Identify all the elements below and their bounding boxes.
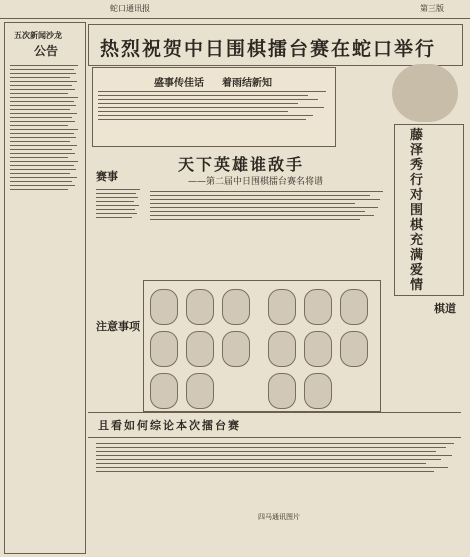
notice-big-title: 公告 bbox=[34, 44, 59, 58]
portrait-face bbox=[268, 289, 296, 325]
portrait-face bbox=[304, 289, 332, 325]
portrait-face bbox=[340, 289, 368, 325]
news-title-1: 盛事传佳话 bbox=[154, 78, 204, 89]
right-title: 藤泽秀行对围棋充满爱情 bbox=[410, 128, 424, 293]
portrait-face bbox=[304, 331, 332, 367]
saishi-text bbox=[96, 186, 141, 221]
right-title-box bbox=[394, 124, 464, 296]
portrait-illustration bbox=[392, 64, 458, 122]
feature-subhead: ——第二届中日围棋擂台赛名将谱 bbox=[188, 177, 324, 187]
notice-small-title: 五次新闻沙龙 bbox=[14, 30, 62, 40]
portrait-face bbox=[340, 331, 368, 367]
left-column-text bbox=[10, 62, 80, 193]
portrait-face bbox=[186, 289, 214, 325]
portrait-grid bbox=[143, 280, 381, 412]
page-header bbox=[0, 0, 470, 19]
portrait-face bbox=[186, 373, 214, 409]
portrait-face bbox=[150, 373, 178, 409]
portrait-face bbox=[150, 289, 178, 325]
newspaper-name: 蛇口通讯报 bbox=[110, 4, 150, 13]
page-number: 第三版 bbox=[420, 4, 444, 13]
portrait-face bbox=[150, 331, 178, 367]
portrait-face bbox=[222, 289, 250, 325]
portrait-face bbox=[186, 331, 214, 367]
zhuyi-heading: 注意事项 bbox=[96, 320, 140, 333]
portrait-face bbox=[304, 373, 332, 409]
right-section-title: 棋道 bbox=[434, 302, 456, 315]
portrait-face bbox=[268, 331, 296, 367]
bottom-title: 且看如何综论本次擂台赛 bbox=[98, 419, 241, 432]
portrait-face bbox=[268, 373, 296, 409]
footer-credit: 四马通讯图片 bbox=[258, 513, 300, 521]
news-text bbox=[98, 88, 328, 123]
portrait-face bbox=[222, 331, 250, 367]
feature-text bbox=[150, 188, 385, 223]
saishi-heading: 赛事 bbox=[96, 170, 118, 183]
main-title: 热烈祝贺中日围棋擂台赛在蛇口举行 bbox=[100, 38, 437, 60]
bottom-text bbox=[96, 440, 456, 475]
feature-headline: 天下英雄谁敌手 bbox=[178, 155, 305, 174]
news-title-2: 着雨结新知 bbox=[222, 78, 272, 89]
